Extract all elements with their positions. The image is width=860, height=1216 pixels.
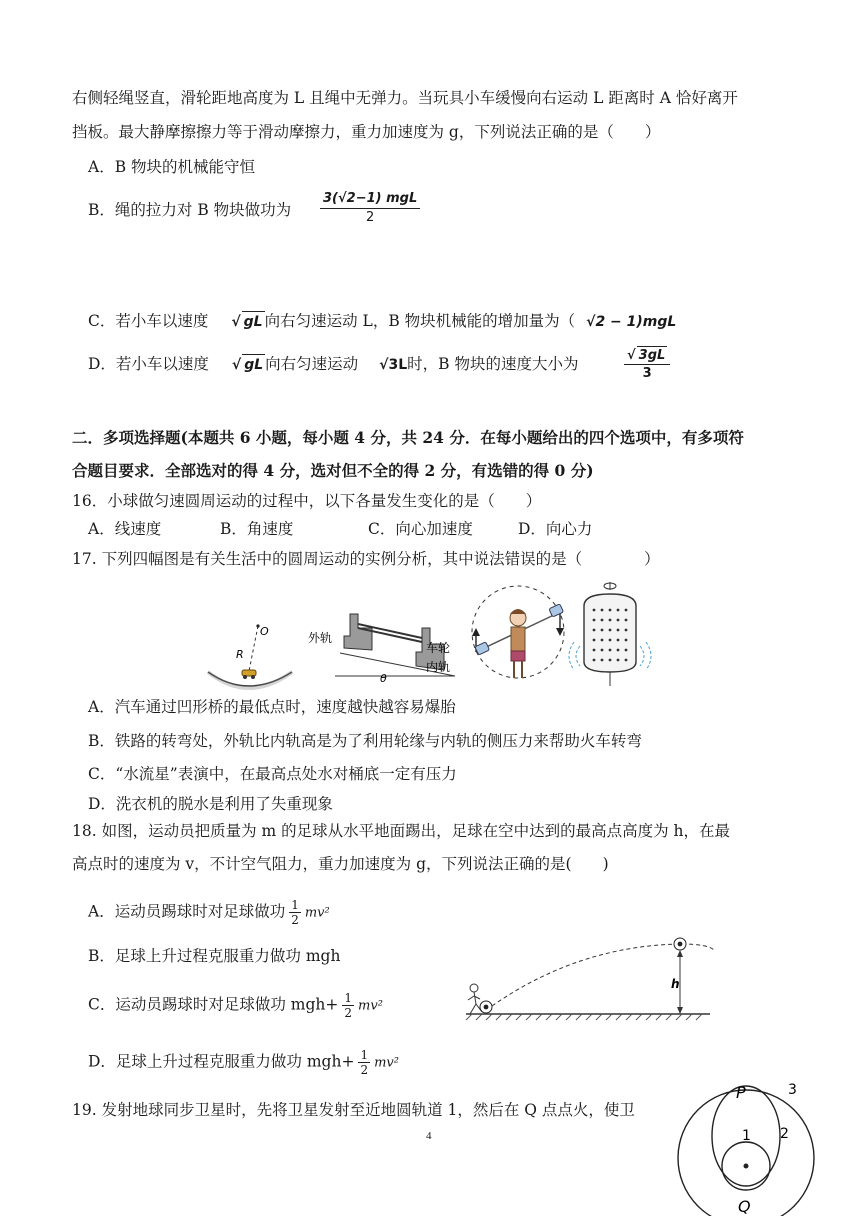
q15-option-b-numerator: 3(√2−1) mgL — [320, 190, 420, 209]
q17-figures — [200, 580, 670, 692]
q15-option-b-fraction — [320, 190, 420, 227]
banked-rail-figure — [308, 614, 455, 685]
fig-label-theta: θ — [380, 672, 387, 685]
fig-label-outer-rail: 外轨 — [308, 631, 333, 645]
q15-option-c-speed: √ gL — [231, 314, 264, 330]
q15-option-d-mid2: 时，B 物块的速度大小为 — [407, 355, 579, 373]
q15-option-c-pre: C．若小车以速度 — [88, 312, 209, 330]
q18-stem-line1: 18. 如图，运动员把质量为 m 的足球从水平地面踢出，足球在空中达到的最高点高度为 h，在最 — [72, 822, 731, 840]
q15-option-d-numerator: √ 3gL — [624, 346, 670, 365]
q18-option-a-text: A．运动员踢球时对足球做功 — [88, 902, 286, 921]
q16-option-b: B．角速度 — [220, 520, 294, 538]
page-number: 4 — [426, 1130, 432, 1142]
q15-stem-line2: 挡板。最大静摩擦擦力等于滑动摩擦力，重力加速度为 g，下列说法正确的是（ ） — [72, 123, 661, 141]
section2-heading-line1: 二．多项选择题(本题共 6 小题，每小题 4 分，共 24 分．在每小题给出的四个选项中，有多项符 — [72, 428, 744, 447]
q15-option-d-mid: 向右匀速运动 — [265, 355, 359, 373]
q18-option-d-fraction: $\frac{1}{2}$ — [360, 1048, 369, 1077]
concave-bridge-figure — [208, 624, 292, 688]
fig-label-o: O — [260, 625, 269, 638]
q19-orbit-figure — [676, 1078, 816, 1216]
q15-option-a: A．B 物块的机械能守恒 — [88, 158, 256, 176]
fig-label-orbit-2: 2 — [780, 1126, 789, 1142]
q15-option-d-fraction — [624, 346, 670, 382]
fig-label-wheel: 车轮 — [426, 641, 451, 655]
q15-option-d-speed: √ gL — [232, 357, 265, 373]
washer-drum-figure — [569, 582, 651, 686]
q15-option-c-mid: 向右匀速运动 L，B 物块机械能的增加量为（ — [264, 312, 576, 330]
fig-label-inner-rail: 内轨 — [426, 660, 451, 674]
q19-stem-line1: 19. 发射地球同步卫星时，先将卫星发射至近地圆轨道 1，然后在 Q 点点火，使卫 — [72, 1101, 635, 1119]
q18-football-figure — [458, 930, 718, 1022]
fig-label-h: h — [671, 977, 680, 991]
q17-option-b: B．铁路的转弯处，外轨比内轨高是为了利用轮缘与内轨的侧压力来帮助火车转弯 — [88, 732, 642, 750]
q18-option-a — [88, 898, 330, 927]
q15-stem-line1: 右侧轻绳竖直，滑轮距地高度为 L 且绳中无弹力。当玩具小车缓慢向右运动 L 距离时 A 恰好离开 — [72, 89, 738, 107]
fig-label-orbit-3: 3 — [788, 1082, 797, 1098]
q16-stem: 16．小球做匀速圆周运动的过程中，以下各量发生变化的是（ ） — [72, 492, 542, 510]
q18-option-d — [88, 1048, 399, 1077]
q18-option-c — [88, 991, 383, 1020]
q18-option-a-fraction: $\frac{1}{2}$ — [291, 898, 299, 927]
q15-option-d-distance: √3L — [379, 357, 408, 373]
q15-option-c-answer: √2 − 1)mgL — [586, 314, 677, 330]
q16-option-a: A．线速度 — [88, 520, 162, 538]
q18-option-b: B．足球上升过程克服重力做功 mgh — [88, 947, 341, 965]
q15-option-d — [88, 354, 578, 375]
q18-option-c-fraction: $\frac{1}{2}$ — [344, 991, 353, 1020]
fig-label-p: P — [736, 1083, 746, 1102]
q18-option-d-text: D．足球上升过程克服重力做功 mgh+ — [88, 1052, 355, 1071]
q18-option-c-text: C．运动员踢球时对足球做功 mgh+ — [88, 995, 339, 1014]
fig-label-r: R — [236, 648, 244, 661]
q18-stem-line2: 高点时的速度为 v，不计空气阻力，重力加速度为 g，下列说法正确的是( ) — [72, 855, 609, 873]
section2-heading-line2: 合题目要求．全部选对的得 4 分，选对但不全的得 2 分，有选错的得 0 分) — [72, 461, 594, 480]
q17-option-a: A．汽车通过凹形桥的最低点时，速度越快越容易爆胎 — [88, 698, 456, 716]
q15-option-c — [88, 311, 676, 332]
q15-option-d-pre: D．若小车以速度 — [88, 355, 209, 373]
q16-option-c: C．向心加速度 — [368, 520, 473, 538]
q17-option-c: C．“水流星”表演中，在最高点处水对桶底一定有压力 — [88, 765, 457, 783]
q17-stem: 17. 下列四幅图是有关生活中的圆周运动的实例分析，其中说法错误的是（ ） — [72, 550, 660, 568]
water-meteor-figure — [472, 586, 564, 678]
q15-option-b-text: B．绳的拉力对 B 物块做功为 — [88, 201, 292, 219]
q15-option-b — [88, 200, 291, 220]
q18-option-c-tail: mv² — [358, 998, 383, 1014]
q18-option-d-tail: mv² — [374, 1055, 399, 1071]
q15-option-d-denominator: 3 — [642, 366, 652, 381]
q15-option-b-denominator: 2 — [365, 210, 375, 225]
q17-option-d: D．洗衣机的脱水是利用了失重现象 — [88, 795, 333, 813]
fig-label-orbit-1: 1 — [742, 1128, 751, 1144]
q16-option-d: D．向心力 — [518, 520, 593, 538]
fig-label-q: Q — [738, 1197, 751, 1216]
q18-option-a-tail: mv² — [304, 905, 330, 921]
